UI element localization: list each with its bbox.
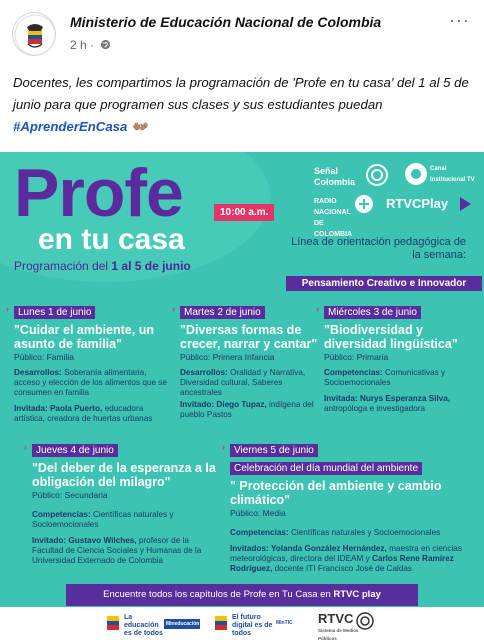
post-meta [70, 38, 111, 53]
day-guest [230, 544, 484, 574]
day-date: Miércoles 3 de junio [324, 306, 421, 319]
globe-icon [100, 39, 111, 53]
canal-institucional-logo: Canal Institucional TV [430, 166, 475, 183]
guest-desc: maestra en ciencias meteorológicas, directora del IDEAM y [230, 544, 462, 563]
day-date: Lunes 1 de junio [14, 306, 95, 319]
day-audience: Público: Secundaria [32, 490, 108, 500]
chevron-right-icon: › [24, 442, 27, 452]
competencies-text: Oralidad y Narrativa, Diversidad cultural, Saberes ancestrales [180, 368, 306, 397]
rtvc-logo: RTVC [318, 611, 354, 626]
page-avatar[interactable] [12, 12, 56, 56]
post-image[interactable] [0, 152, 484, 607]
day-title: "Cuidar el ambiente, un asunto de familia" [14, 323, 154, 351]
competencies-label: Competencias: [32, 510, 91, 519]
mineducacion-logo: Mineducación [166, 621, 200, 627]
guest-name: Paola Puerto, [49, 404, 103, 413]
guest-label: Invitada: [324, 394, 358, 403]
raised-hands-emoji-icon: 👐🏽 [131, 119, 148, 134]
senal-spiral-icon [366, 164, 388, 186]
day-audience: Público: Media [230, 508, 286, 518]
post-time[interactable]: 2 h · [70, 38, 95, 52]
guest-desc: antropóloga e investigadora [324, 404, 426, 413]
page-name[interactable]: Ministerio de Educación Nacional de Colombia [70, 14, 382, 30]
competencies-label: Competencias: [324, 368, 383, 377]
day-date: Viernes 5 de junio [230, 444, 318, 457]
day-guest [324, 394, 482, 414]
more-options-button[interactable]: ··· [449, 10, 470, 30]
day-card-thursday [24, 440, 220, 566]
post-caption [13, 72, 475, 138]
radio-nacional-icon [354, 194, 374, 214]
rtvc-subtitle: Sistema de Medios Públicos [318, 628, 359, 640]
coat-of-arms-icon [104, 613, 122, 633]
coat-of-arms-icon [13, 13, 56, 56]
rtvc-swirl-icon [356, 612, 374, 630]
banner-link: RTVC play [333, 589, 381, 600]
day-audience: Público: Primera Infancia [180, 352, 275, 362]
caption-text: Docentes, les compartimos la programación de 'Profe en tu casa' del 1 al 5 de junio para que programen sus clases y sus estudiantes puedan [13, 75, 469, 112]
banner-text: Encuentre todos los capítulos de Profe en Tu Casa en [103, 589, 331, 600]
guest-name-2: Carlos Rene Ramírez Rodríguez, [230, 554, 454, 573]
competencies-text: Científicas naturales y Socioemocionales [32, 510, 174, 529]
mineducacion-slogan: La educación es de todos [124, 614, 163, 637]
competencies-label: Desarrollos: [14, 368, 62, 377]
guest-desc-2: docente ITI Francisco José de Caldas [274, 564, 413, 573]
poster-title: Profe [14, 155, 183, 231]
day-card-friday [222, 440, 484, 574]
chevron-right-icon: › [222, 442, 225, 452]
competencies-text: Científicas naturales y Socioemocionales [290, 528, 441, 537]
mintic-slogan: El futuro digital es de todos [232, 614, 273, 637]
guest-name: Yolanda González Hernández, [270, 544, 387, 553]
day-audience: Público: Familia [14, 352, 74, 362]
day-card-monday [6, 302, 172, 424]
poster-subtitle: en tu casa [38, 223, 185, 256]
chevron-right-icon: › [316, 304, 319, 314]
guest-desc: indígena del pueblo Pastos [180, 400, 314, 419]
guest-label: Invitada: [14, 404, 48, 413]
guest-label: Invitados: [230, 544, 269, 553]
day-competencies [324, 368, 482, 388]
day-competencies [32, 510, 220, 530]
day-competencies [14, 368, 172, 398]
guest-label: Invitado: [180, 400, 215, 409]
competencies-text: Soberanía alimentaria, acceso y elección de los alimentos que se consumen en familia [14, 368, 167, 397]
day-card-wednesday [316, 302, 482, 414]
pedagogical-line-label: Línea de orientación pedagógica de la semana: [291, 236, 466, 261]
sponsor-footer [0, 607, 484, 640]
day-guest [180, 400, 322, 420]
mintic-logo: MinTIC [276, 620, 293, 626]
time-badge: 10:00 a.m. [214, 204, 274, 221]
programming-label [14, 259, 191, 273]
day-competencies [180, 368, 322, 398]
guest-name: Diego Tupaz, [216, 400, 267, 409]
day-title: "Del deber de la esperanza a la obligación del milagro" [32, 461, 216, 489]
day-card-tuesday [172, 302, 322, 420]
guest-desc: profesor de la Facultad de Ciencia Sociales y Humanas de la Universidad Externado de Colombia [32, 536, 202, 565]
canal-institucional-icon [404, 162, 428, 186]
play-icon [458, 196, 472, 212]
competencies-label: Competencias: [230, 528, 289, 537]
senal-colombia-logo: Señal Colombia [314, 166, 356, 187]
programming-range: 1 al 5 de junio [111, 259, 191, 273]
chevron-right-icon: › [172, 304, 175, 314]
radio-nacional-logo: RADIO NACIONAL DE COLOMBIA [314, 198, 353, 238]
hashtag-link[interactable]: #AprenderEnCasa [13, 119, 128, 134]
guest-label: Invitado: [32, 536, 67, 545]
day-guest [32, 536, 220, 566]
guest-name: Gustavo Wilches, [68, 536, 137, 545]
guest-name: Nurys Esperanza Silva, [359, 394, 451, 403]
competencies-label: Desarrollos: [180, 368, 228, 377]
programming-prefix: Programación del [14, 259, 109, 273]
day-title: "Biodiversidad y diversidad lingüística" [324, 323, 458, 351]
day-title: "Diversas formas de crecer, narrar y cantar" [180, 323, 318, 351]
chevron-right-icon: › [6, 304, 9, 314]
post-header [0, 0, 484, 62]
day-title: " Protección del ambiente y cambio climático" [230, 479, 442, 507]
day-date: Jueves 4 de junio [32, 444, 118, 457]
day-celebration: Celebración del día mundial del ambiente [230, 462, 422, 475]
rtvcplay-logo: RTVCPlay [386, 196, 449, 211]
day-competencies [230, 528, 484, 538]
competencies-text: Comunicativas y Socioemocionales [324, 368, 446, 387]
day-guest [14, 404, 172, 424]
guest-desc: educadora artística, creadora de huertas urbanas [14, 404, 153, 423]
coat-of-arms-icon [212, 613, 230, 633]
pedagogical-line-value: Pensamiento Creativo e Innovador [286, 276, 482, 291]
rtvc-play-banner [66, 584, 418, 606]
day-audience: Público: Primaria [324, 352, 389, 362]
day-date: Martes 2 de junio [180, 306, 265, 319]
